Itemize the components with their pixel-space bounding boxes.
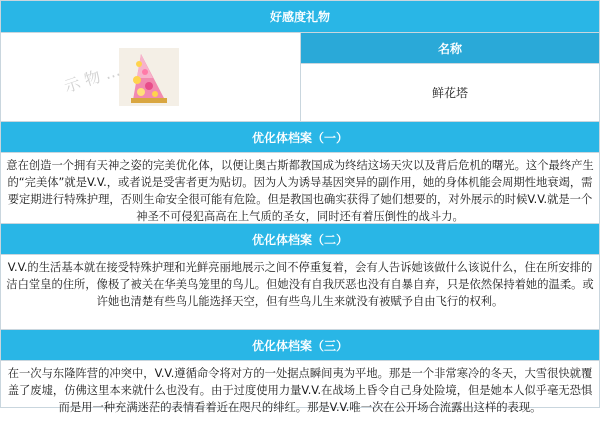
section-text-3: 在一次与东隆阵营的冲突中，V.V.遵循命令将对方的一处据点瞬间夷为平地。那是一个非常寒冷的冬天，大雪很快就覆盖了废墟，仿佛这里本来就什么也没有。由于过度使用力量V.V.在战场上昏令自己身处险境，但是她本人似乎毫无恐惧而是用一种充满迷茫的表情看着近在咫尺的绯红。那是V.V.唯一次在公开场合流露出这样的表现。 — [1, 360, 599, 423]
flower-tower-icon — [119, 48, 179, 106]
gift-name-column — [301, 33, 599, 121]
section-title-3: 优化体档案（三） — [1, 329, 599, 360]
section-text-1: 意在创造一个拥有天神之姿的完美优化体，以便让奥古斯都教国成为终结这场天灾以及背后危机的曙光。这个最终产生的“完美体”就是V.V.，或者说是受害者更为贴切。因为人为诱导基因突异的副作用，她的身体机能会周期性地衰竭，需要定期进行特殊护理，否则生命安全很可能有危险。但是教国也确实获得了她们想要的，对外展示的时候V.V.就是一个神圣不可侵犯高高在上气质的圣女，同时还有着压倒性的战斗力。 — [1, 152, 599, 223]
page-title: 好感度礼物 — [1, 1, 599, 32]
section-title-1: 优化体档案（一） — [1, 121, 599, 152]
name-label: 名称 — [301, 33, 599, 63]
section-text-2: V.V.的生活基本就在接受特殊护理和光鲜亮丽地展示之间不停重复着，会有人告诉她该做什么该说什么，住在所安排的洁白堂皇的住所，像极了被关在华美鸟笼里的鸟儿。但她没有自我厌恶也没有自暴自弃，只是依然保持着她的温柔。或许她也清楚有些鸟儿能选择天空，但有些鸟儿生来就没有被赋予自由飞行的权利。 — [1, 254, 599, 329]
gift-info-row — [1, 32, 599, 121]
section-title-2: 优化体档案（二） — [1, 223, 599, 254]
gift-name: 鲜花塔 — [301, 63, 599, 121]
gift-image-cell — [1, 33, 301, 121]
watermark: 示 物 ... — [61, 60, 123, 97]
